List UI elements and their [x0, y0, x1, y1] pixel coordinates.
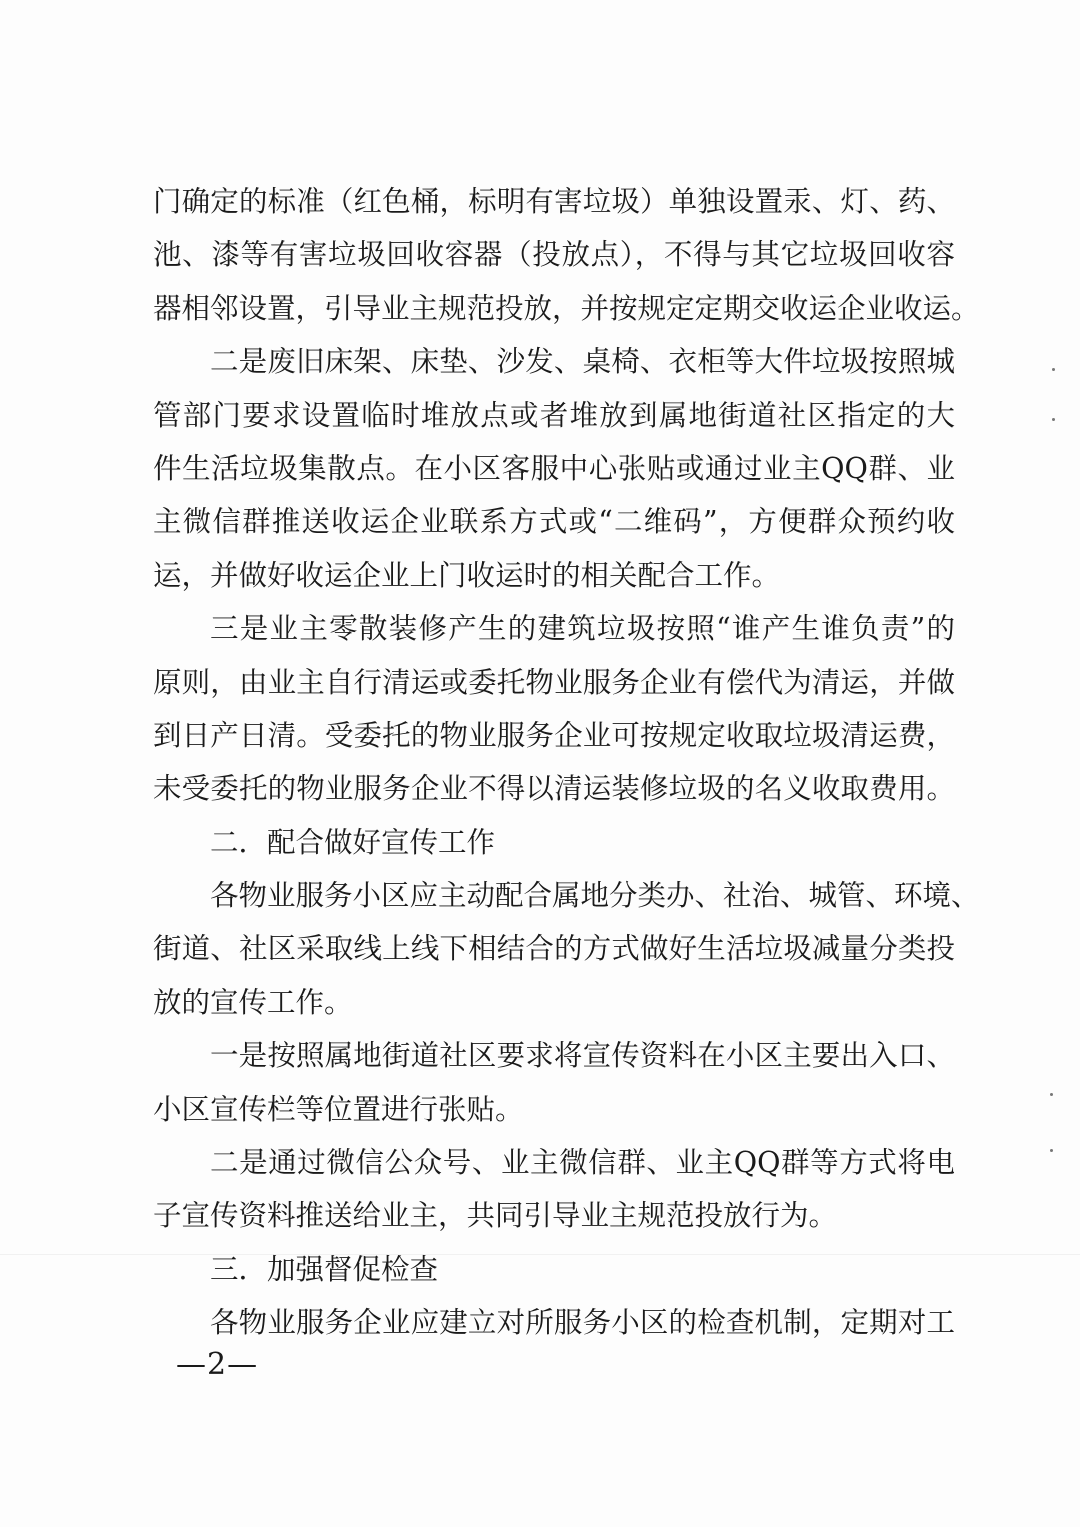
paragraph-line: 二是通过微信公众号、业主微信群、业主QQ群等方式将电 — [210, 1146, 955, 1180]
paragraph-line: 二是废旧床架、床垫、沙发、桌椅、衣柜等大件垃圾按照城 — [210, 345, 955, 379]
paragraph-line: 未受委托的物业服务企业不得以清运装修垃圾的名义收取费用。 — [153, 772, 955, 806]
document-body — [153, 175, 980, 1350]
section-heading: 二．配合做好宣传工作 — [210, 825, 496, 859]
paragraph-line: 管部门要求设置临时堆放点或者堆放到属地街道社区指定的大 — [153, 398, 955, 432]
paragraph-line: 各物业服务小区应主动配合属地分类办、社治、城管、环境、 — [210, 879, 980, 913]
page-number: —2— — [176, 1347, 259, 1382]
paragraph-line: 小区宣传栏等位置进行张贴。 — [153, 1092, 524, 1126]
scan-artifact-dot — [1052, 368, 1055, 371]
paragraph-line: 到日产日清。受委托的物业服务企业可按规定收取垃圾清运费， — [153, 718, 955, 752]
paragraph-line: 一是按照属地街道社区要求将宣传资料在小区主要出入口、 — [210, 1039, 955, 1073]
paragraph-line: 运，并做好收运企业上门收运时的相关配合工作。 — [153, 558, 781, 592]
paragraph-line: 主微信群推送收运企业联系方式或“二维码”，方便群众预约收 — [153, 505, 955, 539]
paragraph-line: 原则，由业主自行清运或委托物业服务企业有偿代为清运，并做 — [153, 665, 955, 699]
scan-artifact-dot — [1052, 418, 1055, 421]
paragraph-line: 街道、社区采取线上线下相结合的方式做好生活垃圾减量分类投 — [153, 932, 955, 966]
paragraph-line: 件生活垃圾集散点。在小区客服中心张贴或通过业主QQ群、业 — [153, 451, 955, 485]
paragraph-line: 各物业服务企业应建立对所服务小区的检查机制，定期对工 — [210, 1306, 955, 1340]
scan-artifact-dot — [1050, 1149, 1053, 1152]
paragraph-line: 放的宣传工作。 — [153, 985, 353, 1019]
paragraph-line: 子宣传资料推送给业主，共同引导业主规范投放行为。 — [153, 1199, 838, 1233]
paragraph-line: 门确定的标准（红色桶，标明有害垃圾）单独设置汞、灯、药、 — [153, 185, 955, 218]
paragraph-line: 三是业主零散装修产生的建筑垃圾按照“谁产生谁负责”的 — [210, 612, 955, 646]
paragraph-line: 池、漆等有害垃圾回收容器（投放点），不得与其它垃圾回收容 — [153, 238, 955, 272]
scan-artifact-dot — [1050, 1093, 1053, 1096]
section-heading: 三．加强督促检查 — [210, 1252, 439, 1286]
paragraph-line: 器相邻设置，引导业主规范投放，并按规定定期交收运企业收运。 — [153, 291, 980, 325]
